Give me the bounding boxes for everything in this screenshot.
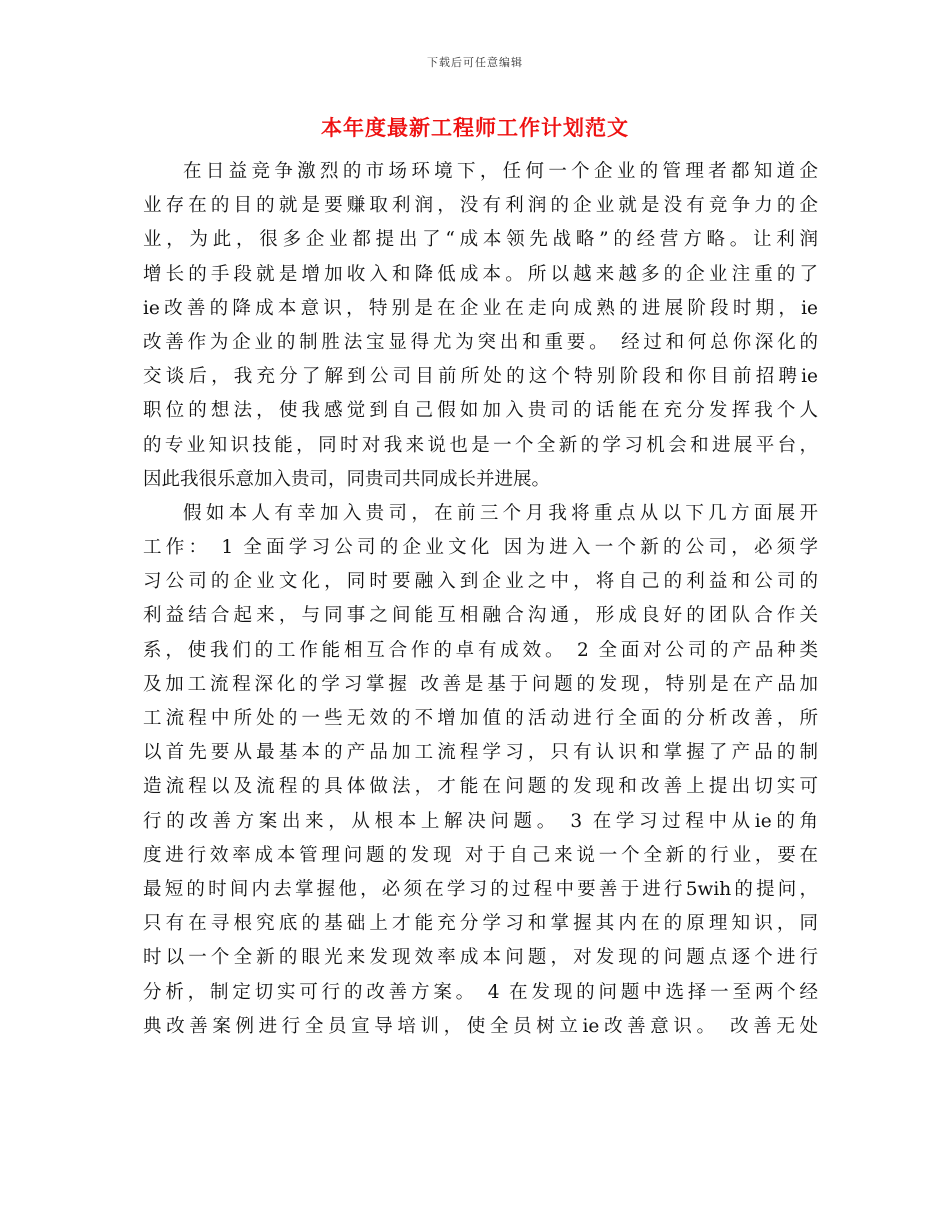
text-line: 在日益竞争激烈的市场环境下，任何一个企业的管理者都知道企: [183, 161, 818, 182]
text-line: 的专业知识技能，同时对我来说也是一个全新的学习机会和进展平台，: [143, 434, 818, 456]
text-line: 工作： 1 全面学习公司的企业文化 因为进入一个新的公司，必须学: [143, 537, 818, 559]
text-line: 时以一个全新的眼光来发现效率成本问题，对发现的问题点逐个进行: [143, 947, 818, 969]
text-line: 利益结合起来，与同事之间能互相融合沟通，形成良好的团队合作关: [143, 605, 818, 627]
text-line: 造流程以及流程的具体做法，才能在问题的发现和改善上提出切实可: [143, 776, 818, 798]
text-line: 系，使我们的工作能相互合作的卓有成效。 2 全面对公司的产品种类: [143, 639, 818, 661]
text-line: 改善作为企业的制胜法宝显得尤为突出和重要。 经过和何总你深化的: [143, 331, 818, 353]
text-line: ie改善的降成本意识，特别是在企业在走向成熟的进展阶段时期，ie: [143, 297, 818, 319]
paragraph: [143, 155, 818, 497]
text-line: 以首先要从最基本的产品加工流程学习，只有认识和掌握了产品的制: [143, 742, 818, 764]
text-line: 职位的想法，使我感觉到自己假如加入贵司的话能在充分发挥我个人: [143, 400, 818, 422]
text-line: 假如本人有幸加入贵司，在前三个月我将重点从以下几方面展开: [183, 502, 818, 524]
text-line: 业存在的目的就是要赚取利润，没有利润的企业就是没有竞争力的企: [143, 195, 818, 217]
document-title: 本年度最新工程师工作计划范文: [321, 116, 629, 140]
text-line: 典改善案例进行全员宣导培训，使全员树立ie改善意识。 改善无处: [143, 1015, 818, 1037]
text-line: 习公司的企业文化，同时要融入到企业之中，将自己的利益和公司的: [143, 571, 818, 593]
text-line: 交谈后，我充分了解到公司目前所处的这个特别阶段和你目前招聘ie: [143, 366, 818, 388]
text-line: 最短的时间内去掌握他，必须在学习的过程中要善于进行5wih的提问，: [143, 878, 818, 900]
text-line: 工流程中所处的一些无效的不增加值的活动进行全面的分析改善，所: [143, 708, 818, 729]
paragraph: [143, 497, 818, 1044]
text-line: 行的改善方案出来，从根本上解决问题。 3 在学习过程中从ie的角: [143, 810, 818, 832]
text-line: 及加工流程深化的学习掌握 改善是基于问题的发现，特别是在产品加: [143, 673, 818, 695]
text-line: 度进行效率成本管理问题的发现 对于自己来说一个全新的行业，要在: [143, 844, 818, 866]
text-line: 只有在寻根究底的基础上才能充分学习和掌握其内在的原理知识，同: [143, 913, 818, 935]
text-line: 分析，制定切实可行的改善方案。 4 在发现的问题中选择一至两个经: [143, 981, 818, 1003]
text-line: 因此我很乐意加入贵司，同贵司共同成长并进展。: [143, 468, 551, 490]
header-note: 下载后可任意编辑: [427, 56, 523, 69]
document-body: [143, 155, 818, 1044]
text-line: 业，为此，很多企业都提出了“成本领先战略”的经营方略。让利润: [143, 229, 818, 251]
text-line: 增长的手段就是增加收入和降低成本。所以越来越多的企业注重的了: [143, 263, 818, 285]
